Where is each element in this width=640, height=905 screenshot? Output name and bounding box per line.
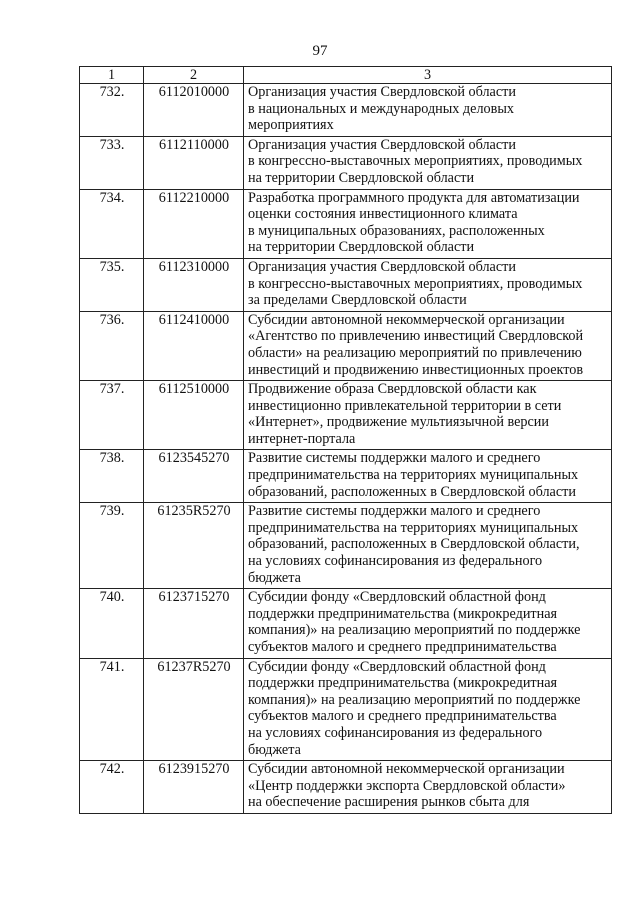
target-code: 6123715270 <box>144 589 244 658</box>
table-row <box>80 84 612 137</box>
target-code: 6112310000 <box>144 258 244 311</box>
row-description: Развитие системы поддержки малого и среднего предпринимательства на территориях муниципальных образований, расположенных в Свердловской области <box>244 450 612 503</box>
row-number: 735. <box>80 258 144 311</box>
row-description: Субсидии фонду «Свердловский областной фонд поддержки предпринимательства (микрокредитная компания)» на реализацию мероприятий по поддержке субъектов малого и среднего предпринимательства <box>244 589 612 658</box>
table-row <box>80 589 612 658</box>
table-row <box>80 258 612 311</box>
row-description: Организация участия Свердловской области в национальных и международных деловых мероприятиях <box>244 84 612 137</box>
table-row <box>80 381 612 450</box>
row-description: Развитие системы поддержки малого и среднего предпринимательства на территориях муниципальных образований, расположенных в Свердловской области, на условиях софинансирования из федерального бюджета <box>244 503 612 589</box>
table-row <box>80 450 612 503</box>
table-row <box>80 503 612 589</box>
target-code: 6123915270 <box>144 761 244 814</box>
row-description: Разработка программного продукта для автоматизации оценки состояния инвестиционного климата в муниципальных образованиях, расположенных на территории Свердловской области <box>244 189 612 258</box>
target-code: 6112010000 <box>144 84 244 137</box>
target-code: 6112110000 <box>144 136 244 189</box>
table-row <box>80 311 612 380</box>
row-number: 742. <box>80 761 144 814</box>
row-description: Продвижение образа Свердловской области как инвестиционно привлекательной территории в сети «Интернет», продвижение мультиязычной версии интернет-портала <box>244 381 612 450</box>
table-row <box>80 658 612 761</box>
target-code: 61235R5270 <box>144 503 244 589</box>
row-number: 736. <box>80 311 144 380</box>
row-description: Субсидии автономной некоммерческой организации «Агентство по привлечению инвестиций Свердловской области» на реализацию мероприятий по привлечению инвестиций и продвижению инвестиционных проектов <box>244 311 612 380</box>
row-number: 733. <box>80 136 144 189</box>
target-code: 61237R5270 <box>144 658 244 761</box>
target-code: 6123545270 <box>144 450 244 503</box>
header-col-1: 1 <box>80 67 144 84</box>
row-description: Организация участия Свердловской области в конгрессно-выставочных мероприятиях, проводимых за пределами Свердловской области <box>244 258 612 311</box>
row-description: Организация участия Свердловской области в конгрессно-выставочных мероприятиях, проводимых на территории Свердловской области <box>244 136 612 189</box>
row-description: Субсидии автономной некоммерческой организации «Центр поддержки экспорта Свердловской области» на обеспечение расширения рынков сбыта для <box>244 761 612 814</box>
row-number: 741. <box>80 658 144 761</box>
table-row <box>80 189 612 258</box>
table-header-row <box>80 67 612 84</box>
target-code: 6112210000 <box>144 189 244 258</box>
row-number: 740. <box>80 589 144 658</box>
target-code: 6112410000 <box>144 311 244 380</box>
row-number: 737. <box>80 381 144 450</box>
table-row <box>80 136 612 189</box>
budget-code-table <box>79 66 612 814</box>
row-number: 738. <box>80 450 144 503</box>
row-number: 732. <box>80 84 144 137</box>
header-col-2: 2 <box>144 67 244 84</box>
table-row <box>80 761 612 814</box>
row-number: 739. <box>80 503 144 589</box>
page-number: 97 <box>312 43 328 59</box>
target-code: 6112510000 <box>144 381 244 450</box>
row-number: 734. <box>80 189 144 258</box>
row-description: Субсидии фонду «Свердловский областной фонд поддержки предпринимательства (микрокредитная компания)» на реализацию мероприятий по поддержке субъектов малого и среднего предпринимательства на условиях софинансирования из федерального бюджета <box>244 658 612 761</box>
header-col-3: 3 <box>244 67 612 84</box>
